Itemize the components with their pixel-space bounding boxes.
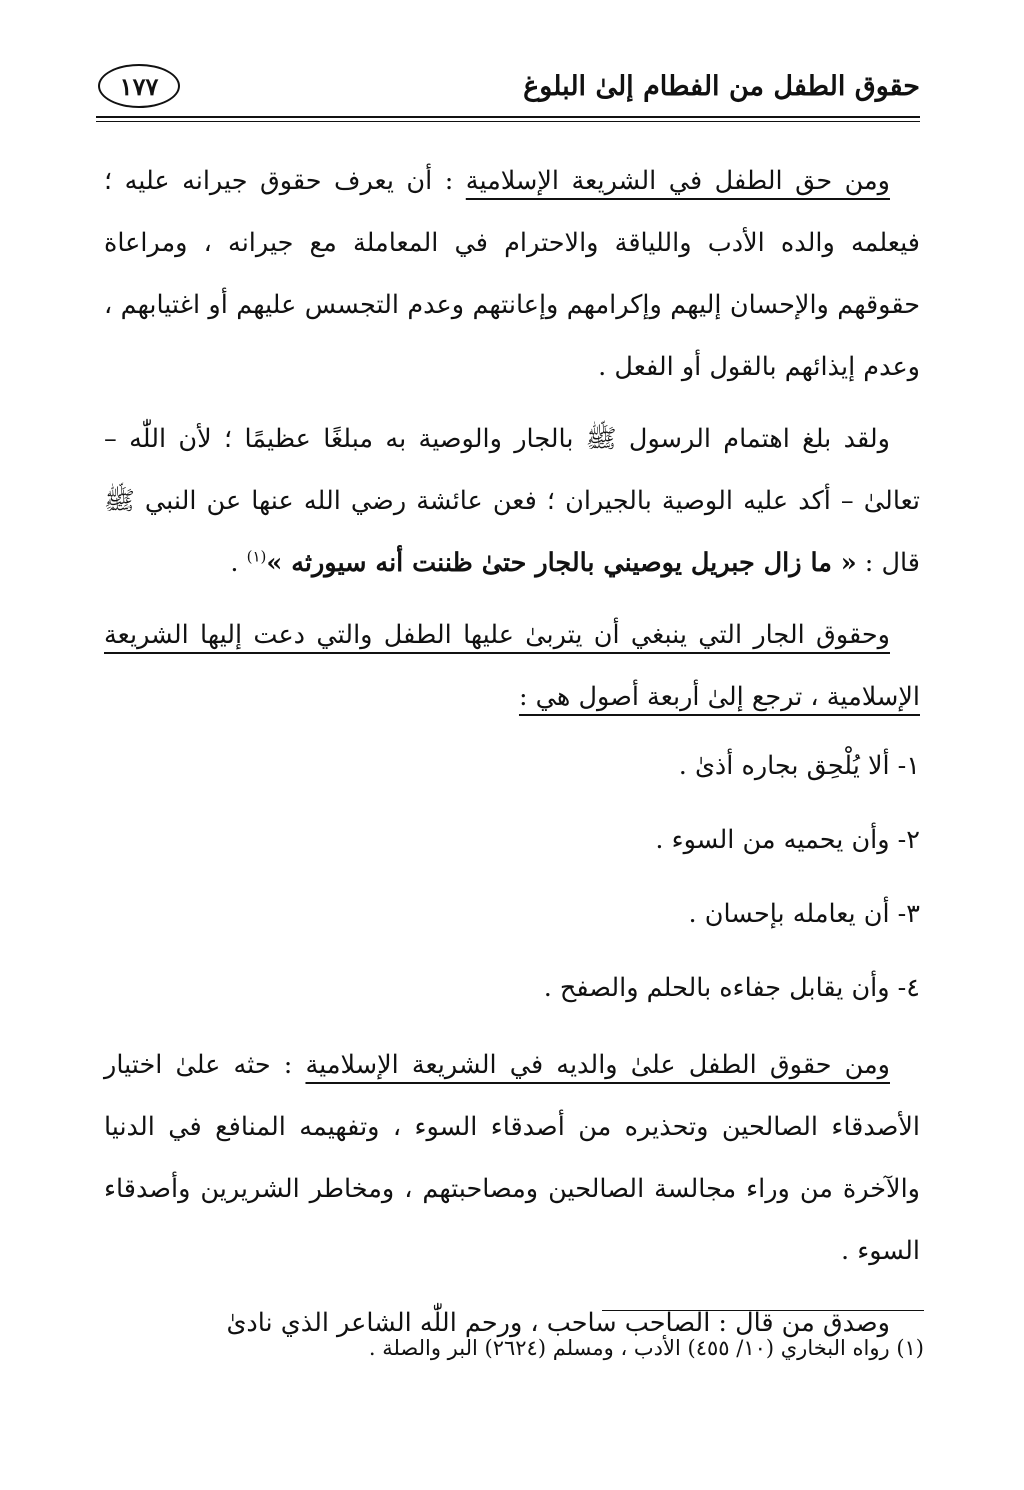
list-item: ٢- وأن يحميه من السوء . <box>655 825 920 855</box>
page-body <box>104 150 920 1364</box>
footnote-separator <box>602 1310 924 1311</box>
hadith-quote: « ما زال جبريل يوصيني بالجار حتىٰ ظننت أنه سيورثه » <box>266 548 857 578</box>
running-title: حقوق الطفل من الفطام إلىٰ البلوغ <box>523 70 920 102</box>
paragraph-hadith <box>104 408 920 594</box>
underlined-heading: ومن حقوق الطفل علىٰ والديه في الشريعة الإسلامية <box>305 1050 890 1080</box>
paragraph-text: وصدق من قال : الصاحب ساحب ، ورحم اللّٰه الشاعر الذي نادىٰ <box>226 1308 890 1338</box>
paragraph-neighbor-rights <box>104 150 920 398</box>
paragraph-text: ولقد بلغ اهتمام الرسول ﷺ بالجار والوصية به مبلغًا عظيمًا ؛ لأن اللّٰه – تعالىٰ – أكد عليه الوصية بالجيران ؛ فعن عائشة رضي الله عنها عن النبي ﷺ قال : <box>104 424 920 578</box>
list-item: ١- ألا يُلْحِق بجاره أذىٰ . <box>678 751 920 781</box>
underlined-heading: وحقوق الجار التي ينبغي أن يتربىٰ عليها الطفل والتي دعت إليها الشريعة الإسلامية ، ترجع إلىٰ أربعة أصول هي : <box>104 620 920 712</box>
page-header <box>96 58 920 114</box>
paragraph-text: : أن يعرف حقوق جيرانه عليه ؛ فيعلمه والده الأدب واللياقة والاحترام في المعاملة مع جيرانه ، ومراعاة حقوقهم والإحسان إليهم وإكرامهم وإعانتهم وعدم التجسس عليهم أو اغتيابهم ، وعدم إيذائهم بالقول أو الفعل . <box>104 166 920 382</box>
list-item: ٤- وأن يقابل جفاءه بالحلم والصفح . <box>543 973 920 1003</box>
paragraph-four-principles <box>104 604 920 728</box>
header-rule-thin <box>96 121 920 122</box>
page-number-badge: ١٧٧ <box>98 64 180 108</box>
header-rule-thick <box>96 116 920 118</box>
paragraph-friends <box>104 1034 920 1282</box>
paragraph-text: : حثه علىٰ اختيار الأصدقاء الصالحين وتحذيره من أصدقاء السوء ، وتفهيمه المنافع في الدنيا والآخرة من وراء مجالسة الصالحين ومصاحبتهم ، ومخاطر الشريرين وأصدقاء السوء . <box>104 1050 920 1266</box>
list-item: ٣- أن يعامله بإحسان . <box>688 899 920 929</box>
footnote: (١) رواه البخاري (١٠/ ٤٥٥) الأدب ، ومسلم (٢٦٢٤) البر والصلة . <box>368 1336 924 1360</box>
paragraph-end: . <box>230 548 247 578</box>
underlined-heading: ومن حق الطفل في الشريعة الإسلامية <box>465 166 890 196</box>
footnote-ref: (١) <box>246 547 267 566</box>
